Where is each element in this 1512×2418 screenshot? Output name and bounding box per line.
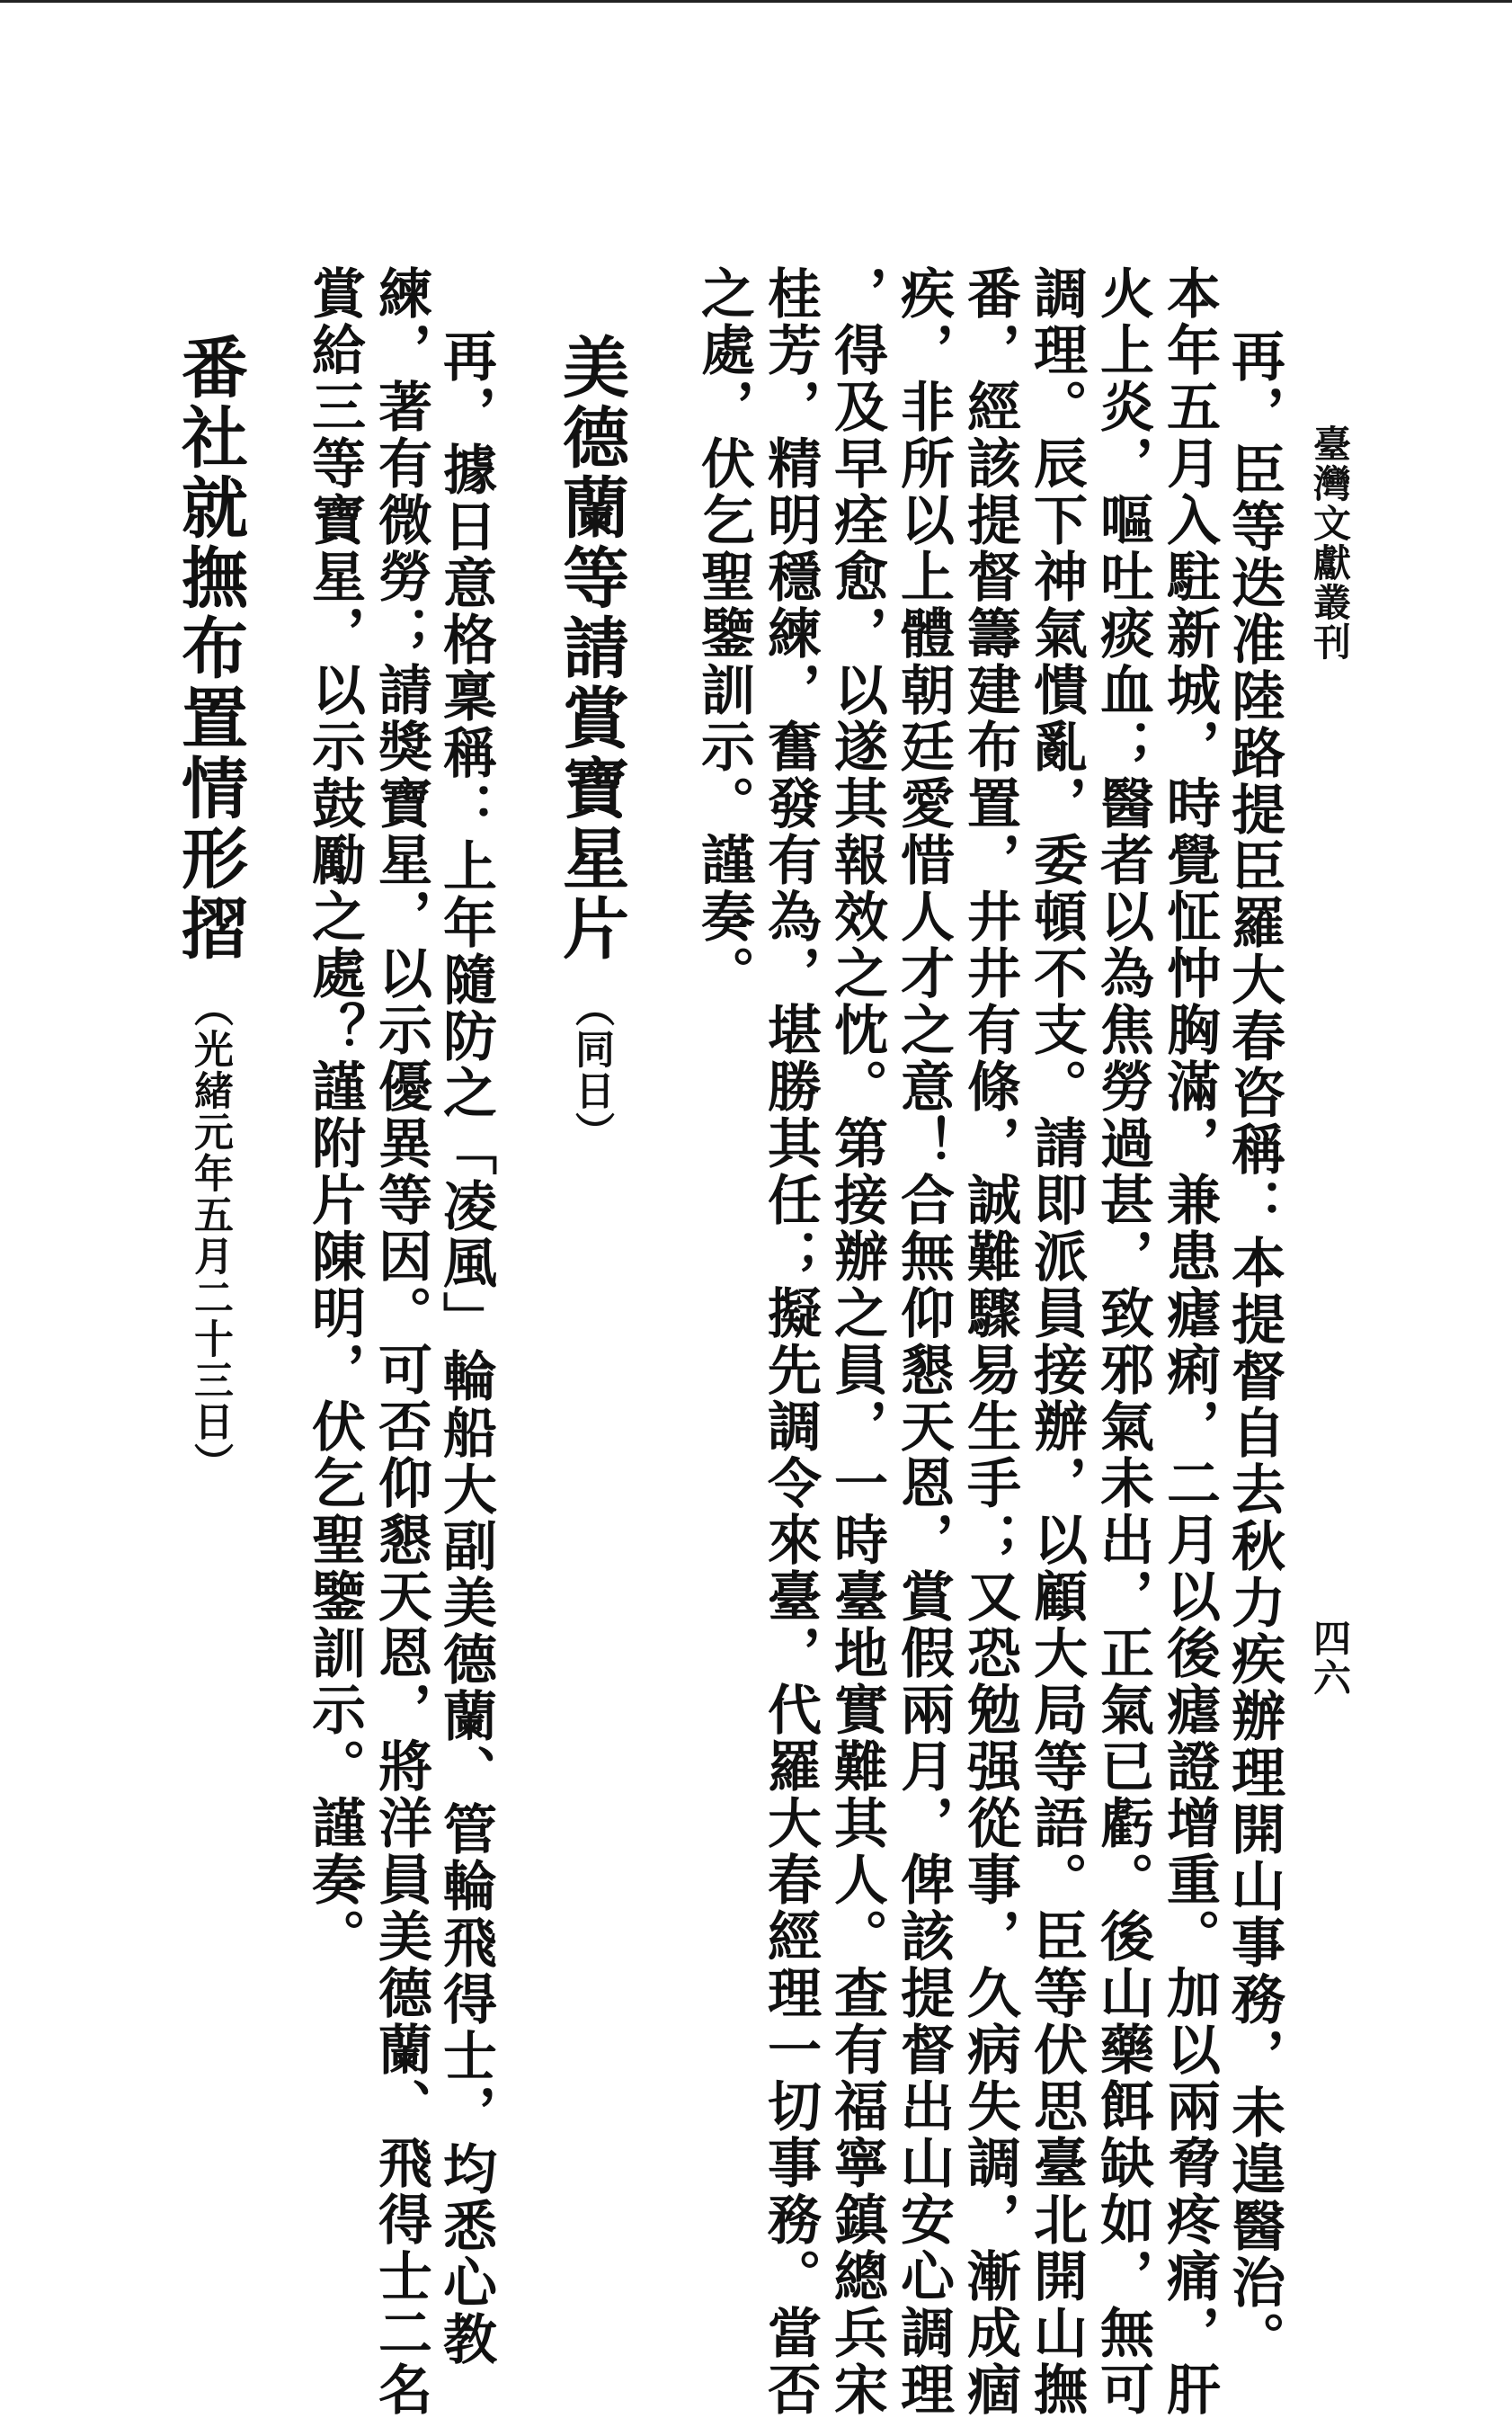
text-column: 番，經該提督籌建布置，井井有條，誠難驟易生手；又恐勉强從事，久病失調，漸成痼 [958,265,1021,2418]
text-column: 之處，伏乞聖鑒訓示。謹奏。 [692,265,755,1002]
top-rule [0,0,1512,3]
section-heading [552,333,629,1153]
text-column: 桂芳，精明穩練，奮發有為，堪勝其任；擬先調令來臺，代羅大春經理一切事務。當否 [759,265,822,2418]
section-title: 美德蘭等請賞寶星片 [552,333,629,964]
text-column: 疾，非所以上體朝廷愛惜人才之意！合無仰懇天恩，賞假兩月，俾該提督出山安心調理 [892,265,955,2418]
text-column: 本年五月入駐新城，時覺怔忡胸滿，兼患瘧痢，二月以後瘧證增重。加以兩脅疼痛，肝 [1158,265,1221,2418]
text-column: 再，臣等迭准陸路提臣羅大春咨稱：本提督自去秋力疾辦理開山事務，未遑醫治。 [1223,328,1285,2368]
date-note: （同日） [568,987,614,1153]
text-column: 火上炎，嘔吐痰血；醫者以為焦勞過甚，致邪氣未出，正氣已虧。後山藥餌缺如，無可 [1091,265,1154,2418]
running-header: 臺灣文獻叢刊 [1308,424,1352,662]
text-column: 賞給三等寶星，以示鼓勵之處？謹附片陳明，伏乞聖鑒訓示。謹奏。 [303,265,366,1965]
text-column: 調理。辰下神氣憒亂，委頓不支。請即派員接辦，以顧大局等語。臣等伏思臺北開山撫 [1025,265,1088,2418]
date-note: （光緒元年五月二十三日） [187,987,233,1484]
section-heading [171,333,248,1484]
text-column: 再，據日意格稟稱：上年隨防之「凌風」輪船大副美德蘭、管輪飛得士，均悉心教 [434,328,497,2368]
text-column: ，得及早痊愈，以遂其報效之忱。第接辦之員，一時臺地實難其人。查有福寧鎮總兵宋 [825,265,888,2418]
text-column: 練，著有微勞；請獎寶星，以示優異等因。可否仰懇天恩，將洋員美德蘭、飛得士二名 [369,265,432,2418]
page-number: 四六 [1308,1619,1352,1698]
section-title: 番社就撫布置情形摺 [171,333,248,964]
